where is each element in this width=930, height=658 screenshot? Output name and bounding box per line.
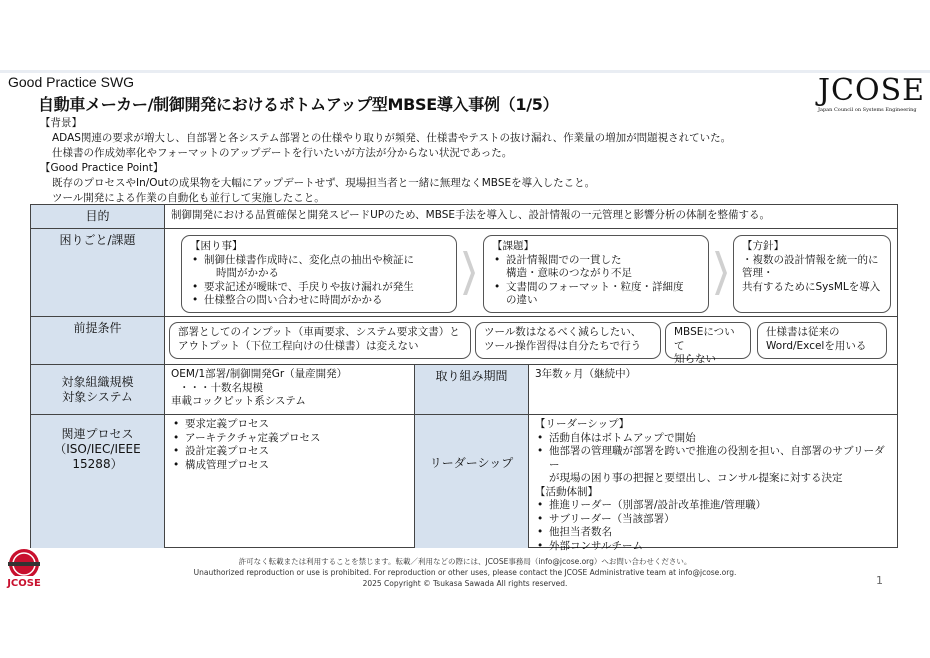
org-cell bbox=[165, 365, 415, 415]
policy-box bbox=[733, 235, 891, 313]
jcose-badge-icon bbox=[2, 546, 46, 590]
policy-title: 【方針】 bbox=[742, 240, 784, 252]
premise-header: 前提条件 bbox=[31, 317, 165, 365]
list-item: • 他担当者数名 bbox=[535, 526, 892, 540]
list-item bbox=[492, 254, 700, 281]
premise-3-line-2: 知らない bbox=[674, 353, 716, 365]
kadai-item-2b: の違い bbox=[506, 294, 538, 306]
policy-line-2: 共有するためにSysMLを導入 bbox=[742, 280, 881, 293]
org-header-line-1: 対象組織規模 bbox=[61, 374, 134, 389]
issue-cell bbox=[165, 229, 898, 317]
premise-4-line-1: 仕様書は従来の bbox=[766, 326, 840, 338]
arrow-chevron-icon bbox=[463, 251, 475, 295]
list-item: • 外部コンサルチーム bbox=[535, 540, 892, 554]
trouble-item-1b: 時間がかかる bbox=[216, 267, 279, 279]
list-item: • アーキテクチャ定義プロセス bbox=[171, 432, 408, 446]
list-item bbox=[492, 281, 700, 308]
trouble-title: 【困り事】 bbox=[190, 240, 243, 252]
kadai-item-1a: 設計情報間での一貫した bbox=[506, 253, 622, 266]
premise-4-line-2: Word/Excelを用いる bbox=[766, 339, 867, 352]
org-header bbox=[31, 365, 165, 415]
logo-sub-text: Japan Council on Systems Engineering bbox=[818, 107, 917, 113]
list-item: • 設計定義プロセス bbox=[171, 445, 408, 459]
org-header-line-2: 対象システム bbox=[62, 389, 133, 404]
trouble-box bbox=[181, 235, 457, 313]
leadership-item-2b: が現場の困り事の把握と要望出し、コンサル提案に対する決定 bbox=[549, 472, 843, 484]
summary-table bbox=[30, 204, 898, 552]
leadership-cell bbox=[529, 415, 898, 552]
footer-line-2: Unauthorized reproduction or use is prohibited. For reproduction or other uses, please contact the JCOSE Administrative team at info@jcose.org. bbox=[193, 568, 737, 577]
background-line-2: 仕様書の作成効率化やフォーマットのアップデートを行いたいが方法が分からない状況であった。 bbox=[52, 147, 513, 159]
leadership-header: リーダーシップ bbox=[415, 415, 529, 548]
background-line-1: ADAS関連の要求が増大し、自部署と各システム部署との仕様やり取りが頻発、仕様書やテストの抜け漏れ、作業量の増加が問題視されていた。 bbox=[52, 132, 732, 144]
process-header-line-2: （ISO/IEC/IEEE bbox=[54, 442, 141, 456]
kadai-item-1b: 構造・意味のつながり不足 bbox=[506, 267, 632, 279]
list-item bbox=[535, 445, 892, 486]
logo-main-text: JCOSE bbox=[818, 73, 926, 108]
footer bbox=[0, 556, 930, 589]
leadership-title: 【リーダーシップ】 bbox=[535, 418, 630, 430]
list-item: • 構成管理プロセス bbox=[171, 459, 408, 473]
premise-1-line-2: アウトプット（下位工程向けの仕様書）は変えない bbox=[178, 339, 419, 352]
list-item: • 推進リーダー（別部署/設計改革推進/管理職） bbox=[535, 499, 892, 513]
kadai-title: 【課題】 bbox=[492, 240, 534, 252]
purpose-text: 制御開発における品質確保と開発スピードUPのため、MBSE手法を導入し、設計情報の一元管理と影響分析の体制を整備する。 bbox=[165, 205, 898, 229]
leadership-item-2a: 他部署の管理職が部署を跨いで推進の役割を担い、自部署のサブリーダー bbox=[549, 445, 885, 471]
premise-2-line-1: ツール数はなるべく減らしたい、 bbox=[484, 326, 642, 338]
premise-box-2 bbox=[475, 322, 661, 359]
process-header-line-1: 関連プロセス bbox=[61, 427, 134, 441]
background-heading: 【背景】 bbox=[40, 117, 82, 129]
page-number: 1 bbox=[876, 574, 883, 587]
premise-3-line-1: MBSEについて bbox=[674, 326, 735, 352]
premise-box-3 bbox=[665, 322, 751, 365]
premise-cell bbox=[165, 317, 898, 365]
issue-header: 困りごと/課題 bbox=[31, 229, 165, 317]
good-practice-line-1: 既存のプロセスやIn/Outの成果物を大幅にアップデートせず、現場担当者と一緒に無理なくMBSEを導入したこと。 bbox=[52, 177, 596, 189]
good-practice-line-2: ツール開発による作業の自動化も並行して実施したこと。 bbox=[52, 192, 325, 204]
list-item bbox=[190, 254, 448, 281]
top-band bbox=[0, 0, 930, 72]
header-divider bbox=[0, 70, 930, 73]
process-header bbox=[31, 415, 165, 548]
arrow-chevron-icon bbox=[715, 251, 727, 295]
jcose-logo bbox=[818, 73, 926, 113]
org-line-2: ・・・十数名規模 bbox=[179, 381, 263, 394]
list-item: • サブリーダー（当該部署） bbox=[535, 513, 892, 527]
footer-line-3: 2025 Copyright © Tsukasa Sawada All rights reserved. bbox=[362, 579, 568, 588]
list-item: • 仕様整合の問い合わせに時間がかかる bbox=[190, 294, 448, 308]
kadai-item-2a: 文書間のフォーマット・粒度・詳細度 bbox=[506, 280, 684, 293]
page-title: 自動車メーカー/制御開発におけるボトムアップ型MBSE導入事例（1/5） bbox=[38, 95, 559, 114]
period-header: 取り組み期間 bbox=[415, 365, 529, 415]
list-item: • 要求定義プロセス bbox=[171, 418, 408, 432]
process-list-cell bbox=[165, 415, 415, 548]
kadai-box bbox=[483, 235, 709, 313]
swg-label: Good Practice SWG bbox=[8, 74, 135, 90]
process-header-line-3: 15288） bbox=[72, 457, 123, 471]
intro-section bbox=[40, 116, 920, 206]
structure-title: 【活動体制】 bbox=[535, 485, 598, 498]
org-line-1: OEM/1部署/制御開発Gr（量産開発） bbox=[171, 368, 348, 380]
premise-box-1 bbox=[169, 322, 471, 359]
badge-text: JCOSE bbox=[7, 578, 41, 589]
premise-2-line-2: ツール操作習得は自分たちで行う bbox=[484, 339, 642, 352]
org-line-3: 車載コックピット系システム bbox=[171, 395, 306, 407]
process-list bbox=[171, 418, 408, 472]
list-item: • 要求記述が曖昧で、手戻りや抜け漏れが発生 bbox=[190, 281, 448, 295]
trouble-item-1a: 制御仕様書作成時に、変化点の抽出や検証に bbox=[204, 253, 414, 266]
premise-1-line-1: 部署としてのインプット（車両要求、システム要求文書）と bbox=[178, 326, 460, 338]
policy-line-1: ・複数の設計情報を統一的に管理・ bbox=[742, 253, 879, 279]
premise-box-4 bbox=[757, 322, 887, 359]
good-practice-heading: 【Good Practice Point】 bbox=[40, 162, 164, 174]
period-value: 3年数ヶ月（継続中） bbox=[529, 365, 898, 415]
footer-line-1: 許可なく転載または利用することを禁じます。転載／利用などの際には、JCOSE事務局（info@jcose.org）へお問い合わせください。 bbox=[238, 557, 692, 566]
list-item: • 活動自体はボトムアップで開始 bbox=[535, 432, 892, 446]
purpose-header: 目的 bbox=[31, 205, 165, 229]
